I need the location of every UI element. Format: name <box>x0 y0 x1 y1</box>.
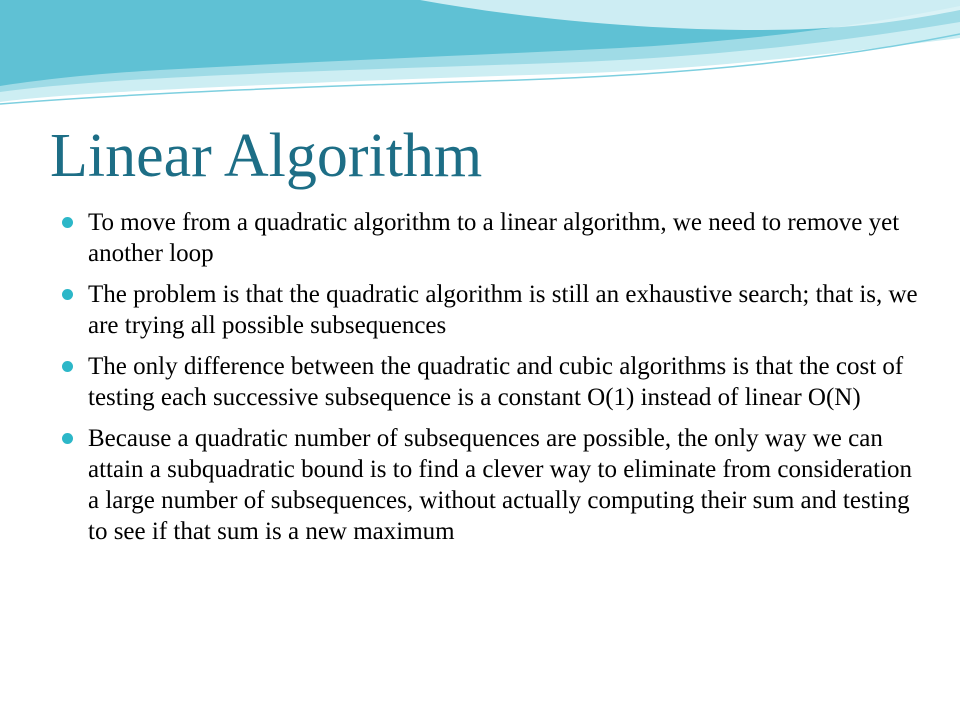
bullet-dot-icon <box>62 289 73 300</box>
bullet-text: Because a quadratic number of subsequences are possible, the only way we can attain a subquadratic bound is to find a clever way to eliminate from consideration a large number of subsequences, without actually computing their sum and testing to see if that sum is a new maximum <box>88 425 913 545</box>
bullet-item <box>58 207 918 269</box>
bullet-item <box>58 351 918 413</box>
bullet-list <box>58 207 918 557</box>
bullet-text: To move from a quadratic algorithm to a linear algorithm, we need to remove yet another loop <box>88 209 900 267</box>
bullet-text: The only difference between the quadratic and cubic algorithms is that the cost of testing each successive subsequence is a constant O(1) instead of linear O(N) <box>88 353 904 411</box>
bullet-dot-icon <box>62 361 73 372</box>
header-wave-decoration <box>0 0 960 120</box>
bullet-dot-icon <box>62 217 73 228</box>
bullet-text: The problem is that the quadratic algorithm is still an exhaustive search; that is, we are trying all possible subsequences <box>88 281 918 339</box>
bullet-item <box>58 423 918 547</box>
slide-title: Linear Algorithm <box>50 122 483 190</box>
bullet-dot-icon <box>62 433 73 444</box>
bullet-item <box>58 279 918 341</box>
